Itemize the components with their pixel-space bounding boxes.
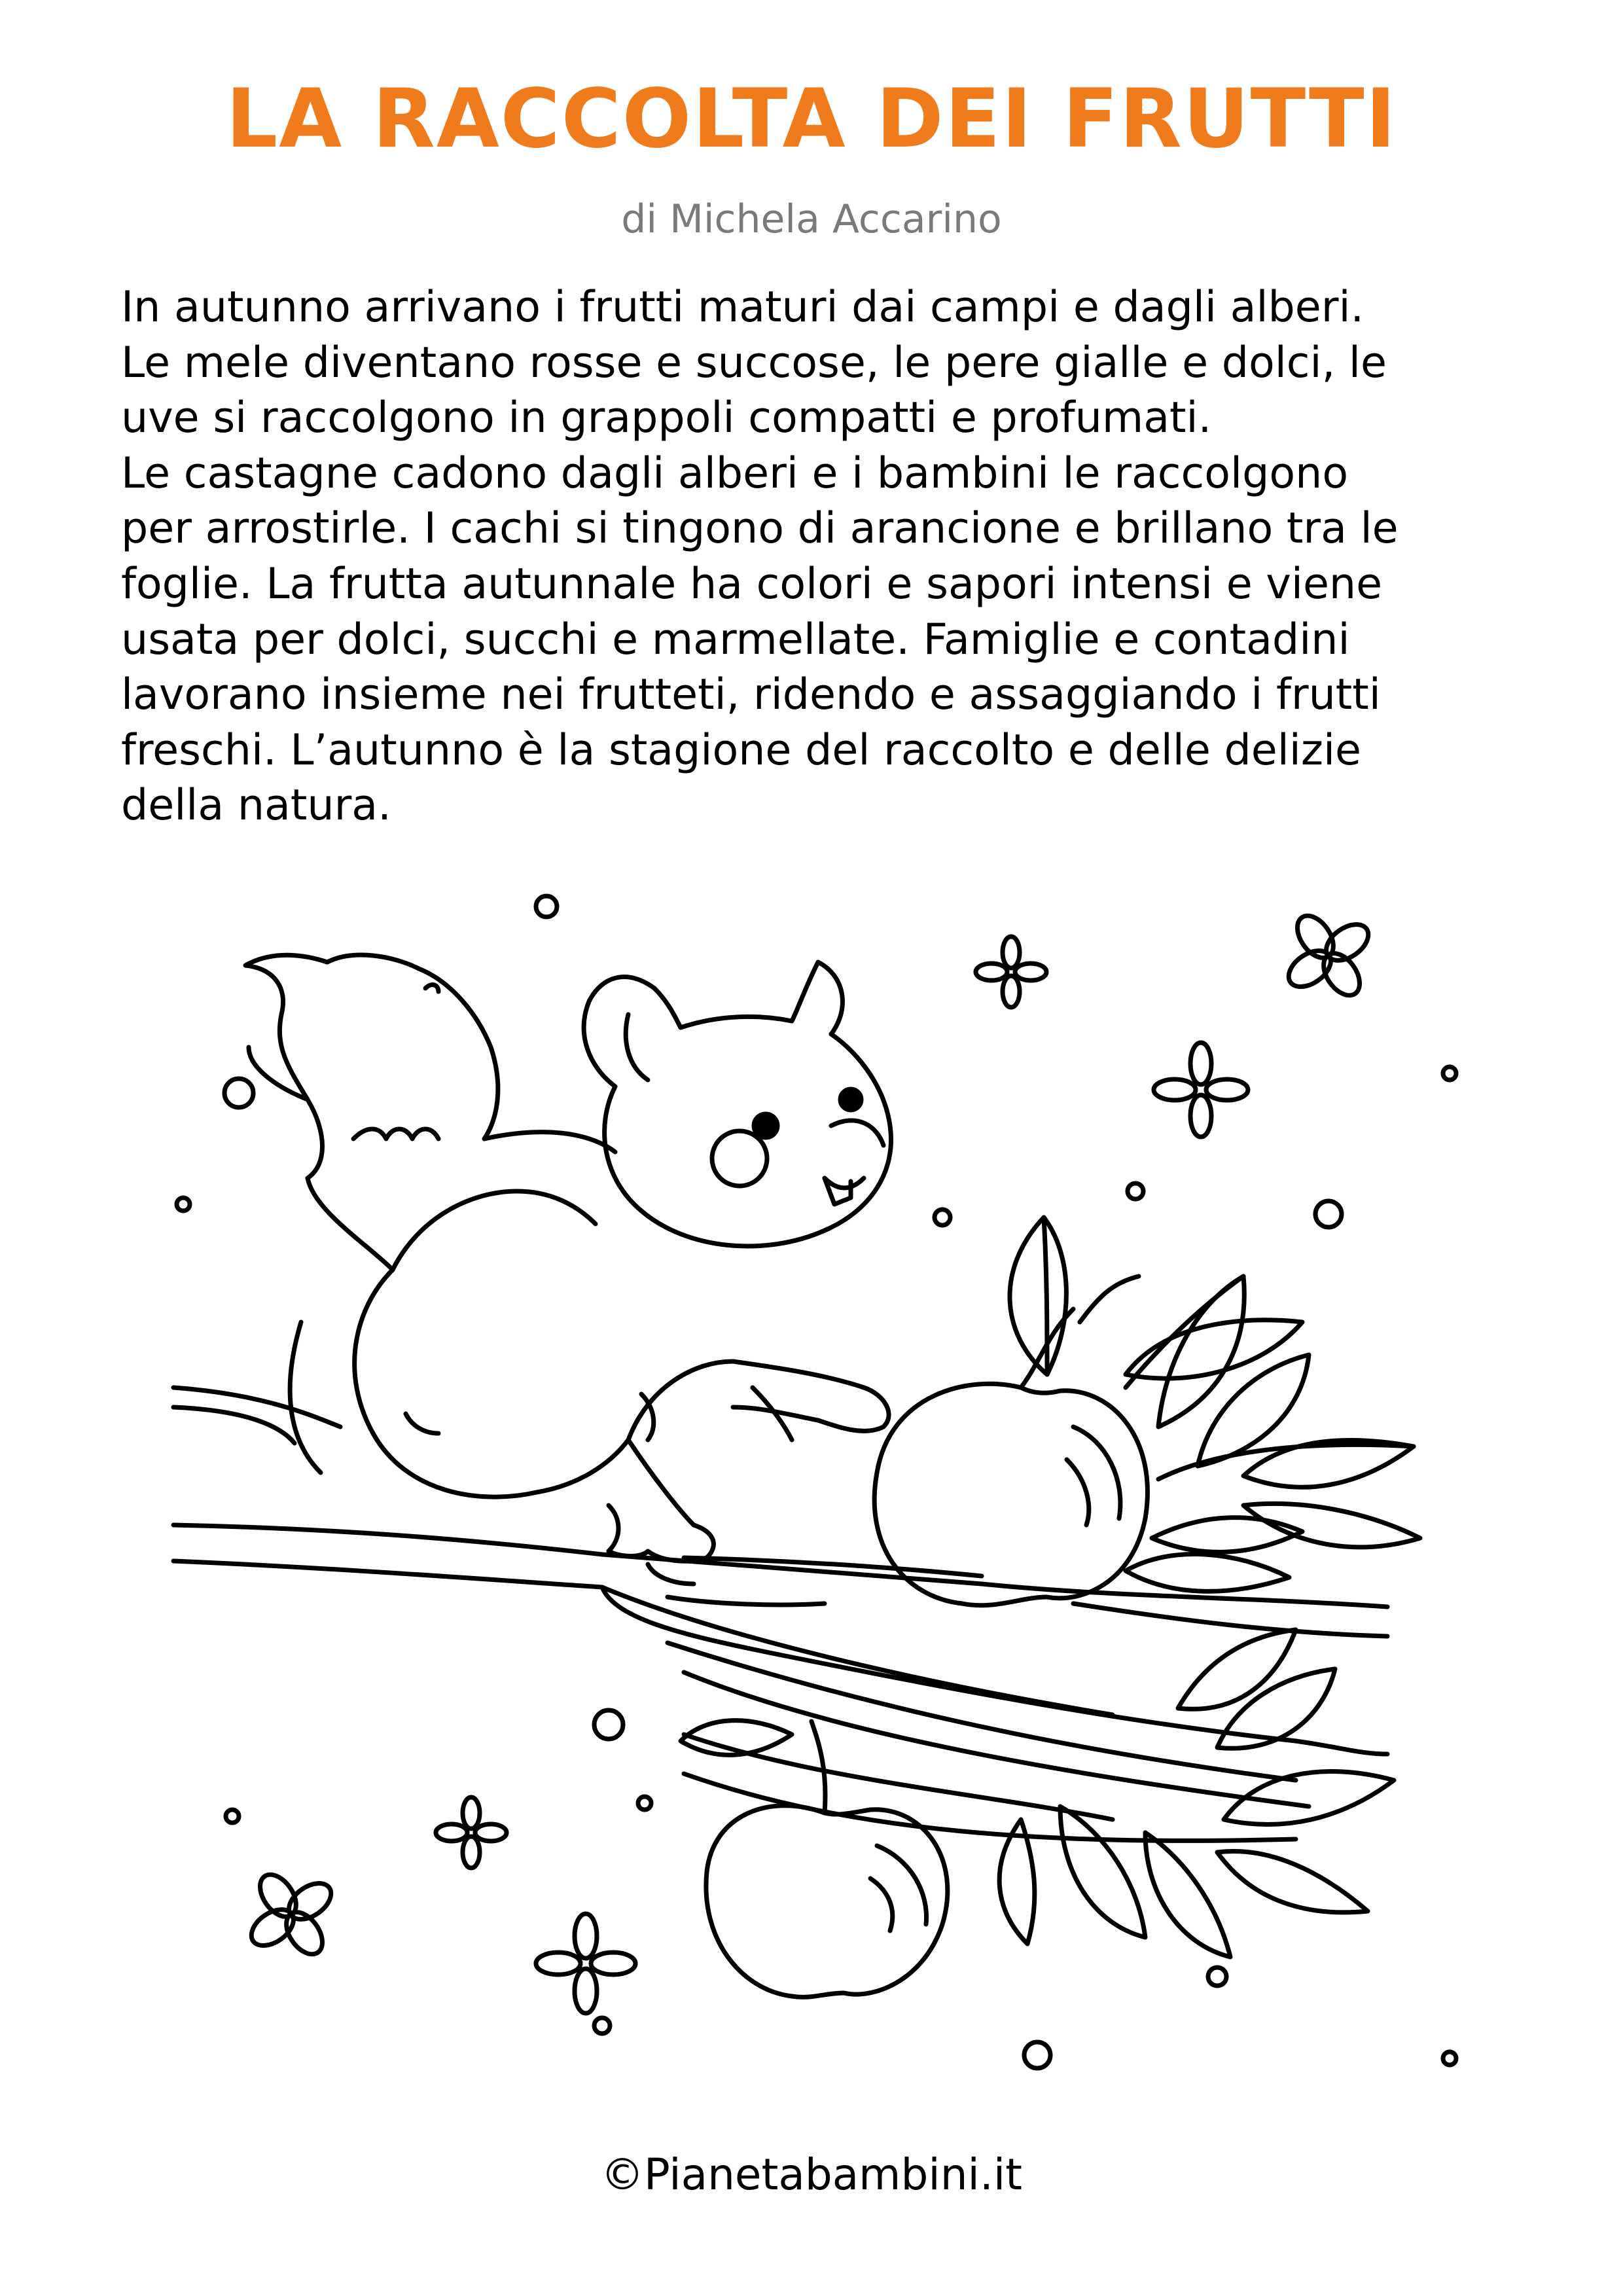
leaves xyxy=(681,1217,1420,1957)
tree-branch xyxy=(173,1388,1387,1840)
flower-icon xyxy=(976,937,1046,1007)
flower-icon xyxy=(1154,1043,1248,1137)
squirrel-head xyxy=(584,962,891,1246)
apple-held xyxy=(874,1309,1147,1605)
author-line: di Michela Accarino xyxy=(621,196,1002,242)
text-line: della natura. xyxy=(121,781,391,831)
squirrel-coloring-illustration xyxy=(0,851,1623,2127)
apple-hanging xyxy=(706,1721,948,1997)
text-line: lavorano insieme nei frutteti, ridendo e assaggiando i frutti xyxy=(121,670,1381,720)
text-line: per arrostirle. I cachi si tingono di arancione e brillano tra le xyxy=(121,504,1399,554)
text-line: In autunno arrivano i frutti maturi dai campi e dagli alberi. xyxy=(121,283,1364,332)
copyright-footer: ©Pianetabambini.it xyxy=(600,2149,1023,2200)
text-line: Le castagne cadono dagli alberi e i bambini le raccolgono xyxy=(121,448,1349,498)
flower-icon xyxy=(245,1868,338,1961)
text-line: usata per dolci, succhi e marmellate. Famiglie e contadini xyxy=(121,615,1350,664)
squirrel-tail xyxy=(245,955,498,1270)
text-line: uve si raccolgono in grappoli compatti e profumati. xyxy=(121,393,1212,443)
text-line: foglie. La frutta autunnale ha colori e sapori intensi e viene xyxy=(121,559,1383,609)
text-line: Le mele diventano rosse e succose, le pere gialle e dolci, le xyxy=(121,338,1387,387)
flower-icon xyxy=(436,1797,507,1868)
flower-icon xyxy=(1282,909,1375,1002)
story-text xyxy=(121,280,1522,834)
flower-icon xyxy=(536,1914,635,2013)
page-title: LA RACCOLTA DEI FRUTTI xyxy=(226,72,1397,166)
text-line: freschi. L’autunno è la stagione del raccolto e delle delizie xyxy=(121,725,1362,775)
